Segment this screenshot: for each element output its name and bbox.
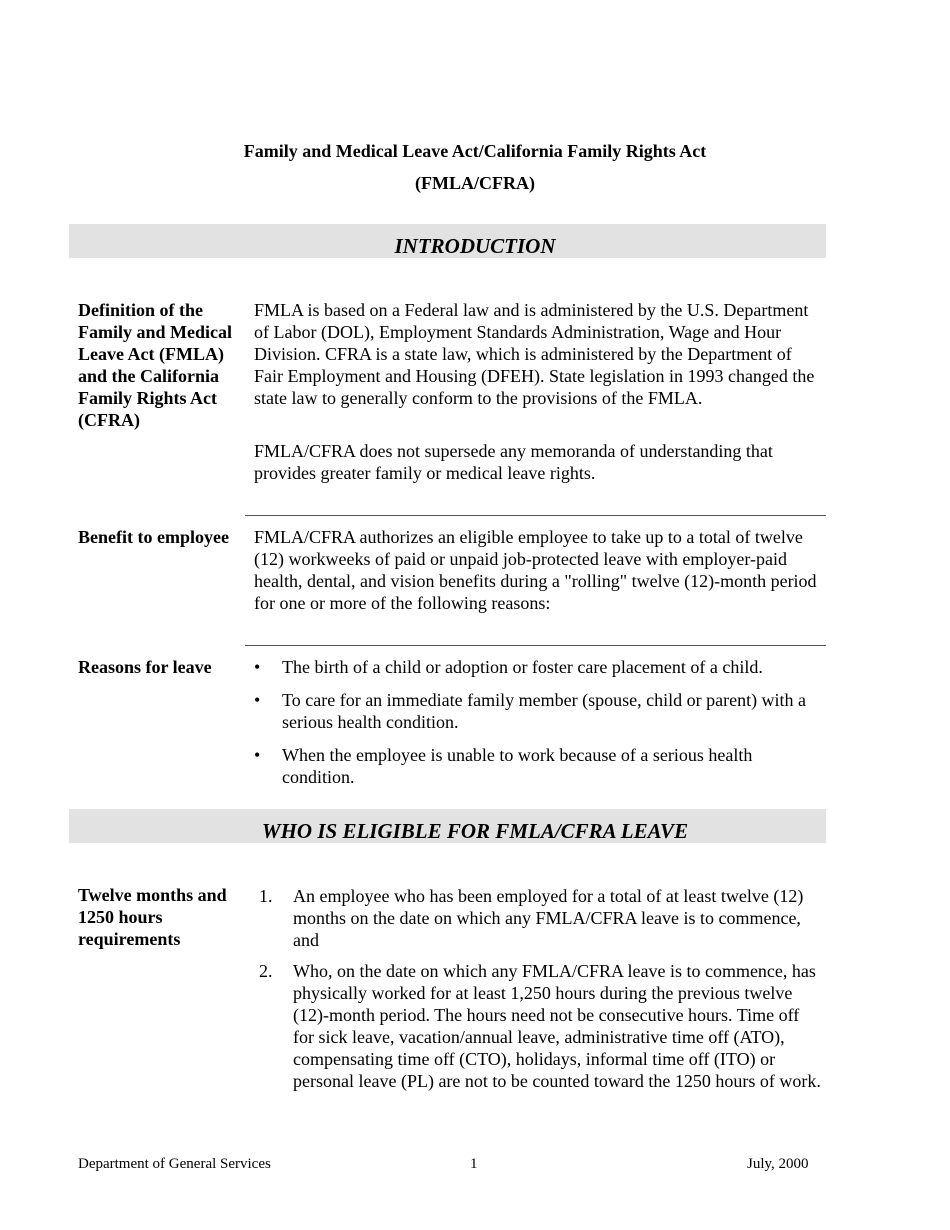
requirement-item: An employee who has been employed for a total of at least twelve (12) months on the date on which any FMLA/CFRA leave is to commence, and xyxy=(293,886,804,950)
definition-label: Definition of the Family and Medical Leave Act (FMLA) and the California Family Rights Act (CFRA) xyxy=(78,300,232,430)
footer-date: July, 2000 xyxy=(747,1156,809,1172)
reason-item: To care for an immediate family member (spouse, child or parent) with a serious health condition. xyxy=(282,690,807,732)
requirements-label: Twelve months and 1250 hours requirements xyxy=(78,885,227,949)
definition-paragraph-2: FMLA/CFRA does not supersede any memoranda of understanding that provides greater family or medical leave rights. xyxy=(254,441,773,483)
section-heading-introduction: INTRODUCTION xyxy=(394,234,556,258)
footer-page-number: 1 xyxy=(470,1156,478,1172)
list-number: 1. xyxy=(259,886,273,906)
benefit-paragraph: FMLA/CFRA authorizes an eligible employee to take up to a total of twelve (12) workweeks of paid or unpaid job-protected leave with employer-paid health, dental, and vision benefits during a "rolling" twelve (12)-month period for one or more of the following reasons: xyxy=(254,527,817,613)
list-number: 2. xyxy=(259,961,273,981)
bullet-icon: • xyxy=(254,745,261,765)
reason-item: When the employee is unable to work because of a serious health condition. xyxy=(282,745,753,787)
document-subtitle: (FMLA/CFRA) xyxy=(415,173,535,193)
section-divider xyxy=(245,515,826,516)
section-heading-eligibility: WHO IS ELIGIBLE FOR FMLA/CFRA LEAVE xyxy=(261,819,689,843)
bullet-icon: • xyxy=(254,690,261,710)
document-title: Family and Medical Leave Act/California Family Rights Act xyxy=(243,141,707,161)
reason-item: The birth of a child or adoption or foster care placement of a child. xyxy=(282,657,763,677)
reasons-label: Reasons for leave xyxy=(78,657,212,677)
requirement-item: Who, on the date on which any FMLA/CFRA leave is to commence, has physically worked for at least 1,250 hours during the previous twelve (12)-month period. The hours need not be consecutive hours. Time off for sick leave, vacation/annual leave, administrative time off (ATO), compensating time off (CTO), holidays, informal time off (ITO) or personal leave (PL) are not to be counted toward the 1250 hours of work. xyxy=(293,961,821,1091)
bullet-icon: • xyxy=(254,657,261,677)
benefit-label: Benefit to employee xyxy=(78,527,229,547)
definition-paragraph-1: FMLA is based on a Federal law and is administered by the U.S. Department of Labor (DOL), Employment Standards Administration, Wage and Hour Division. CFRA is a state law, which is administered by the Department of Fair Employment and Housing (DFEH). State legislation in 1993 changed the state law to generally conform to the provisions of the FMLA. xyxy=(254,300,815,408)
footer-department: Department of General Services xyxy=(78,1156,271,1172)
section-divider xyxy=(245,645,826,646)
